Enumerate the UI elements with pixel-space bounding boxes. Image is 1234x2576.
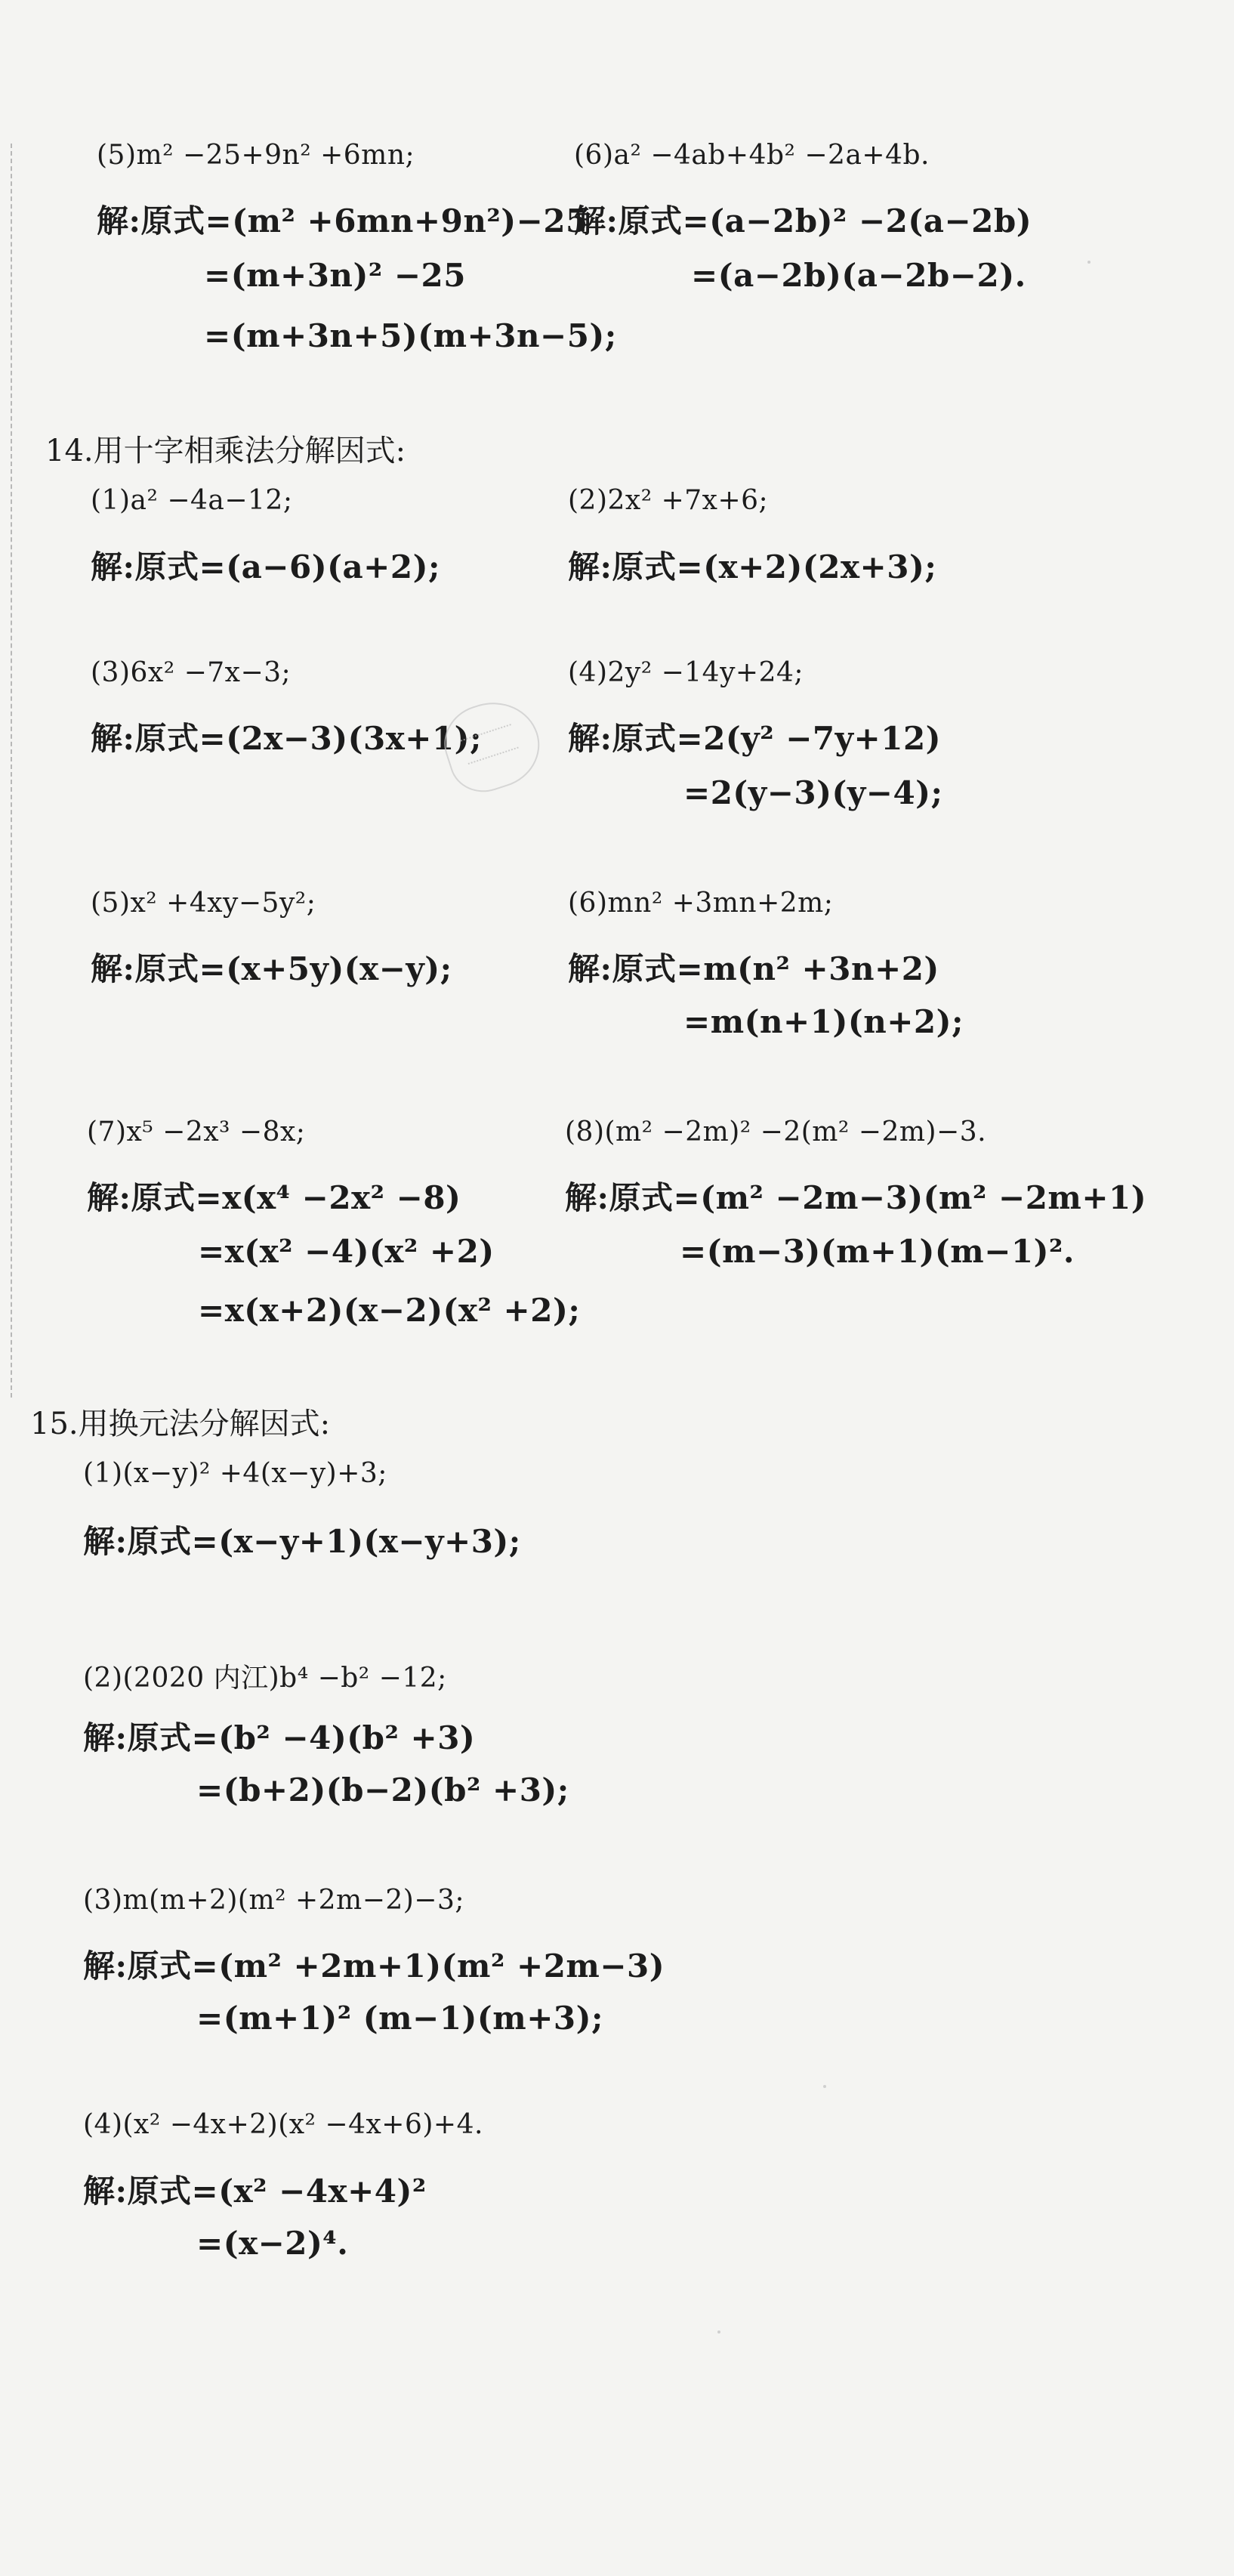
q14-6-problem: (6)mn² +3mn+2m; [568, 888, 834, 919]
q14-4-solution-line-1: 解:原式=2(y² −7y+12) [568, 720, 942, 757]
q15-4-solution-line-2: =(x−2)⁴. [196, 2225, 349, 2262]
q15-4-problem: (4)(x² −4x+2)(x² −4x+6)+4. [83, 2109, 483, 2140]
q14-7-solution-line-1: 解:原式=x(x⁴ −2x² −8) [87, 1179, 461, 1216]
q14-6-solution-line-1: 解:原式=m(n² +3n+2) [568, 950, 939, 987]
q14-7-solution-line-2: =x(x² −4)(x² +2) [198, 1233, 495, 1270]
q15-3-problem: (3)m(m+2)(m² +2m−2)−3; [83, 1885, 464, 1916]
q14-4-solution-line-2: =2(y−3)(y−4); [683, 774, 943, 811]
scan-speck [823, 2085, 826, 2088]
q15-2-solution-line-1: 解:原式=(b² −4)(b² +3) [83, 1719, 476, 1756]
q13-5-problem: (5)m² −25+9n² +6mn; [97, 140, 415, 171]
q14-7-solution-line-3: =x(x+2)(x−2)(x² +2); [198, 1292, 581, 1329]
q14-2-solution: 解:原式=(x+2)(2x+3); [568, 548, 937, 585]
page-margin-line [11, 144, 12, 1398]
q14-1-solution: 解:原式=(a−6)(a+2); [91, 548, 440, 585]
q13-5-solution-line-2: =(m+3n)² −25 [204, 257, 466, 294]
q14-5-problem: (5)x² +4xy−5y²; [91, 888, 316, 919]
q15-3-solution-line-2: =(m+1)² (m−1)(m+3); [196, 2000, 604, 2037]
q15-1-solution: 解:原式=(x−y+1)(x−y+3); [83, 1523, 521, 1560]
q14-7-problem: (7)x⁵ −2x³ −8x; [87, 1117, 306, 1147]
q14-8-solution-line-2: =(m−3)(m+1)(m−1)². [680, 1233, 1075, 1270]
scan-speck [1087, 261, 1091, 264]
q15-1-problem: (1)(x−y)² +4(x−y)+3; [83, 1458, 387, 1489]
q14-3-problem: (3)6x² −7x−3; [91, 657, 292, 688]
q14-2-problem: (2)2x² +7x+6; [568, 485, 769, 516]
q13-6-problem: (6)a² −4ab+4b² −2a+4b. [574, 140, 930, 171]
q15-2-problem: (2)(2020 内江)b⁴ −b² −12; [83, 1663, 447, 1694]
faint-stamp-mark [434, 690, 550, 802]
q14-heading: 14.用十字相乘法分解因式: [45, 434, 406, 468]
q13-5-solution-line-1: 解:原式=(m² +6mn+9n²)−25 [97, 202, 588, 239]
q14-1-problem: (1)a² −4a−12; [91, 485, 293, 516]
scan-speck [717, 2330, 720, 2334]
q15-3-solution-line-1: 解:原式=(m² +2m+1)(m² +2m−3) [83, 1947, 665, 1985]
q14-5-solution: 解:原式=(x+5y)(x−y); [91, 950, 452, 987]
q14-3-solution: 解:原式=(2x−3)(3x+1); [91, 720, 483, 757]
q14-6-solution-line-2: =m(n+1)(n+2); [683, 1003, 964, 1040]
q13-6-solution-line-1: 解:原式=(a−2b)² −2(a−2b) [574, 202, 1032, 239]
q15-heading: 15.用换元法分解因式: [30, 1407, 331, 1441]
q14-8-solution-line-1: 解:原式=(m² −2m−3)(m² −2m+1) [565, 1179, 1147, 1216]
q13-5-solution-line-3: =(m+3n+5)(m+3n−5); [204, 317, 617, 354]
q15-4-solution-line-1: 解:原式=(x² −4x+4)² [83, 2173, 427, 2210]
q14-8-problem: (8)(m² −2m)² −2(m² −2m)−3. [565, 1117, 987, 1147]
q14-4-problem: (4)2y² −14y+24; [568, 657, 804, 688]
q15-2-solution-line-2: =(b+2)(b−2)(b² +3); [196, 1771, 569, 1808]
q13-6-solution-line-2: =(a−2b)(a−2b−2). [691, 257, 1026, 294]
